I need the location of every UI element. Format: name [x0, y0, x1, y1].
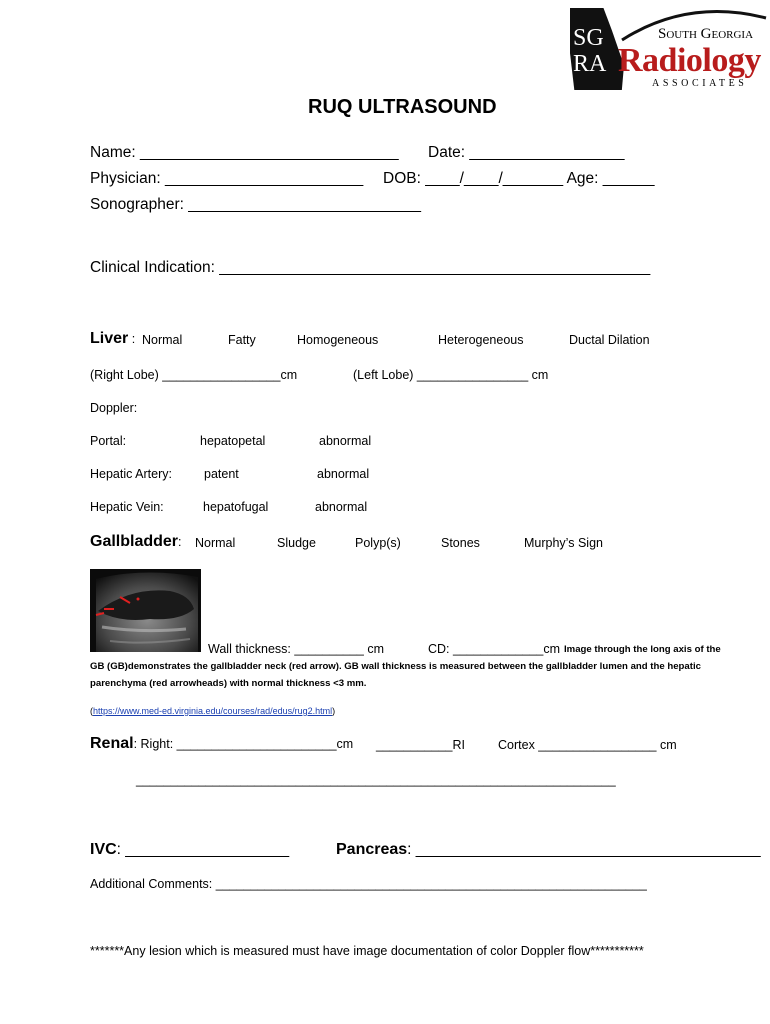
clinical-indication-field[interactable]: Clinical Indication: __________________________________________________ [90, 259, 651, 276]
renal-right-field[interactable]: : Right: _______________________cm [133, 737, 354, 751]
vein-option-hepatofugal[interactable]: hepatofugal [203, 500, 269, 514]
portal-option-hepatopetal[interactable]: hepatopetal [200, 434, 266, 448]
renal-row [90, 735, 353, 753]
link-close-paren: ) [332, 706, 336, 716]
gallbladder-colon: : [178, 535, 182, 549]
ivc-field[interactable]: : ___________________ [116, 841, 290, 858]
renal-extra-line[interactable]: _____________________________________________________________________ [136, 773, 616, 787]
wall-thickness-field[interactable]: Wall thickness: __________ cm [208, 642, 385, 656]
gb-option-sludge[interactable]: Sludge [277, 536, 316, 550]
portal-label: Portal: [90, 434, 127, 448]
liver-label: Liver [90, 330, 129, 347]
reference-link[interactable]: https://www.med-ed.virginia.edu/courses/rad/edus/rug2.html [93, 706, 333, 716]
logo-associates: ASSOCIATES [652, 78, 748, 89]
reference-link-row [90, 706, 335, 716]
dob-age-field[interactable]: DOB: ____/____/_______ Age: ______ [383, 170, 655, 187]
cd-field[interactable]: CD: _____________cm [428, 642, 561, 656]
name-field[interactable]: Name: ______________________________ [90, 144, 399, 161]
artery-option-abnormal[interactable]: abnormal [317, 467, 370, 481]
gb-option-polyps[interactable]: Polyp(s) [355, 536, 401, 550]
image-caption-line-1: Image through the long axis of the [564, 644, 721, 655]
renal-cortex-field[interactable]: Cortex _________________ cm [498, 738, 677, 752]
page-title: RUQ ULTRASOUND [308, 96, 497, 118]
additional-comments-field[interactable]: Additional Comments: ______________________________________________________________ [90, 877, 647, 891]
gb-option-stones[interactable]: Stones [441, 536, 480, 550]
liver-option-homogeneous[interactable]: Homogeneous [297, 333, 379, 347]
image-caption-line-3: parenchyma (red arrowheads) with normal thickness <3 mm. [90, 678, 367, 689]
logo-sg-text: SG [573, 25, 604, 51]
ultrasound-image [90, 569, 201, 652]
liver-option-ductal-dilation[interactable]: Ductal Dilation [569, 333, 650, 347]
artery-option-patent[interactable]: patent [204, 467, 239, 481]
liver-option-normal[interactable]: Normal [142, 333, 183, 347]
footer-note: *******Any lesion which is measured must have image documentation of color Doppler flow*********** [90, 944, 644, 958]
hepatic-vein-label: Hepatic Vein: [90, 500, 164, 514]
sonographer-field[interactable]: Sonographer: ___________________________ [90, 196, 421, 213]
physician-field[interactable]: Physician: _______________________ [90, 170, 364, 187]
ivc-label: IVC [90, 841, 117, 858]
logo-south-georgia: South Georgia [658, 26, 754, 42]
vein-option-abnormal[interactable]: abnormal [315, 500, 368, 514]
ultrasound-picture [90, 569, 201, 652]
date-field[interactable]: Date: __________________ [428, 144, 625, 161]
renal-ri-field[interactable]: ___________RI [376, 738, 465, 752]
gallbladder-label: Gallbladder [90, 533, 179, 550]
renal-label: Renal [90, 735, 134, 752]
doppler-label: Doppler: [90, 401, 138, 415]
logo-radiology: Radiology [618, 42, 761, 79]
link-open-paren: ( [90, 706, 93, 716]
left-lobe-field[interactable]: (Left Lobe) ________________ cm [353, 368, 549, 382]
hepatic-artery-label: Hepatic Artery: [90, 467, 172, 481]
gb-option-normal[interactable]: Normal [195, 536, 236, 550]
gb-option-murphys-sign[interactable]: Murphy’s Sign [524, 536, 603, 550]
right-lobe-field[interactable]: (Right Lobe) _________________cm [90, 368, 298, 382]
liver-row [90, 330, 135, 348]
ivc-row [90, 841, 289, 859]
image-caption-line-2: GB (GB)demonstrates the gallbladder neck (red arrow). GB wall thickness is measured between the gallbladder lumen and the hepatic [90, 661, 701, 672]
pancreas-field[interactable]: : ________________________________________ [407, 841, 761, 858]
logo-ra-text: RA [573, 51, 607, 77]
pancreas-label: Pancreas [336, 841, 408, 858]
portal-option-abnormal[interactable]: abnormal [319, 434, 372, 448]
liver-option-fatty[interactable]: Fatty [228, 333, 256, 347]
pancreas-row [336, 841, 761, 859]
liver-option-heterogeneous[interactable]: Heterogeneous [438, 333, 524, 347]
liver-colon: : [128, 332, 136, 346]
gallbladder-row [90, 533, 182, 551]
company-logo [566, 4, 770, 94]
